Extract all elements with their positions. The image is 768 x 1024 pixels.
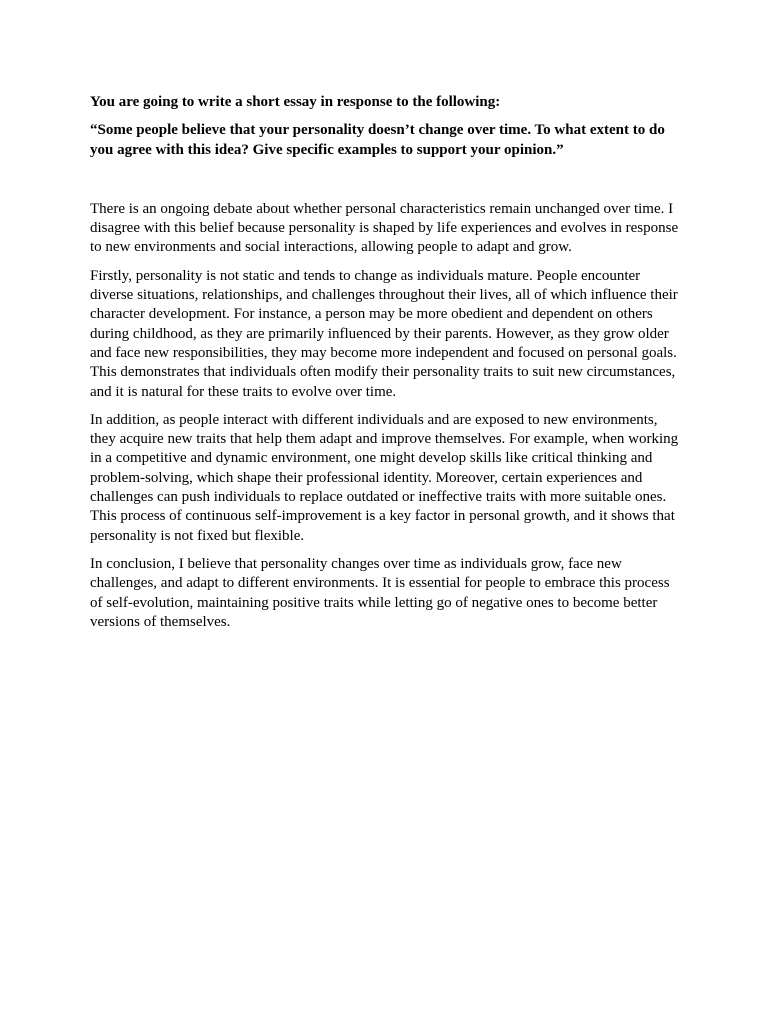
essay-paragraph-introduction: There is an ongoing debate about whether personal characteristics remain unchanged over time. I disagree with this belief because personality is shaped by life experiences and evolves in response to new environments and social interactions, allowing people to adapt and grow. bbox=[90, 200, 679, 256]
essay-paragraph-body-2: In addition, as people interact with different individuals and are exposed to new environments, they acquire new traits that help them adapt and improve themselves. For example, when working in a competitive and dynamic environment, one might develop skills like critical thinking and problem-solving, which shape their professional identity. Moreover, certain experiences and challenges can push individuals to replace outdated or ineffective traits with more suitable ones. This process of continuous self-improvement is a key factor in personal growth, and it shows that personality is not fixed but flexible. bbox=[90, 411, 679, 544]
prompt-intro: You are going to write a short essay in response to the following: bbox=[90, 94, 501, 110]
essay-paragraph-body-1: Firstly, personality is not static and tends to change as individuals mature. People encounter diverse situations, relationships, and challenges throughout their lives, all of which influence their character development. For instance, a person may be more obedient and dependent on others during childhood, as they are primarily influenced by their parents. However, as they grow older and face new responsibilities, they may become more independent and focused on personal goals. This demonstrates that individuals often modify their personality traits to suit new circumstances, and it is natural for these traits to evolve over time. bbox=[90, 267, 678, 400]
essay-paragraph-conclusion: In conclusion, I believe that personality changes over time as individuals grow, face new challenges, and adapt to different environments. It is essential for people to embrace this process of self-evolution, maintaining positive traits while letting go of negative ones to become better versions of themselves. bbox=[90, 555, 670, 630]
prompt-question: “Some people believe that your personality doesn’t change over time. To what extent to do you agree with this idea? Give specific examples to support your opinion.” bbox=[90, 122, 665, 158]
document-body bbox=[90, 93, 682, 641]
